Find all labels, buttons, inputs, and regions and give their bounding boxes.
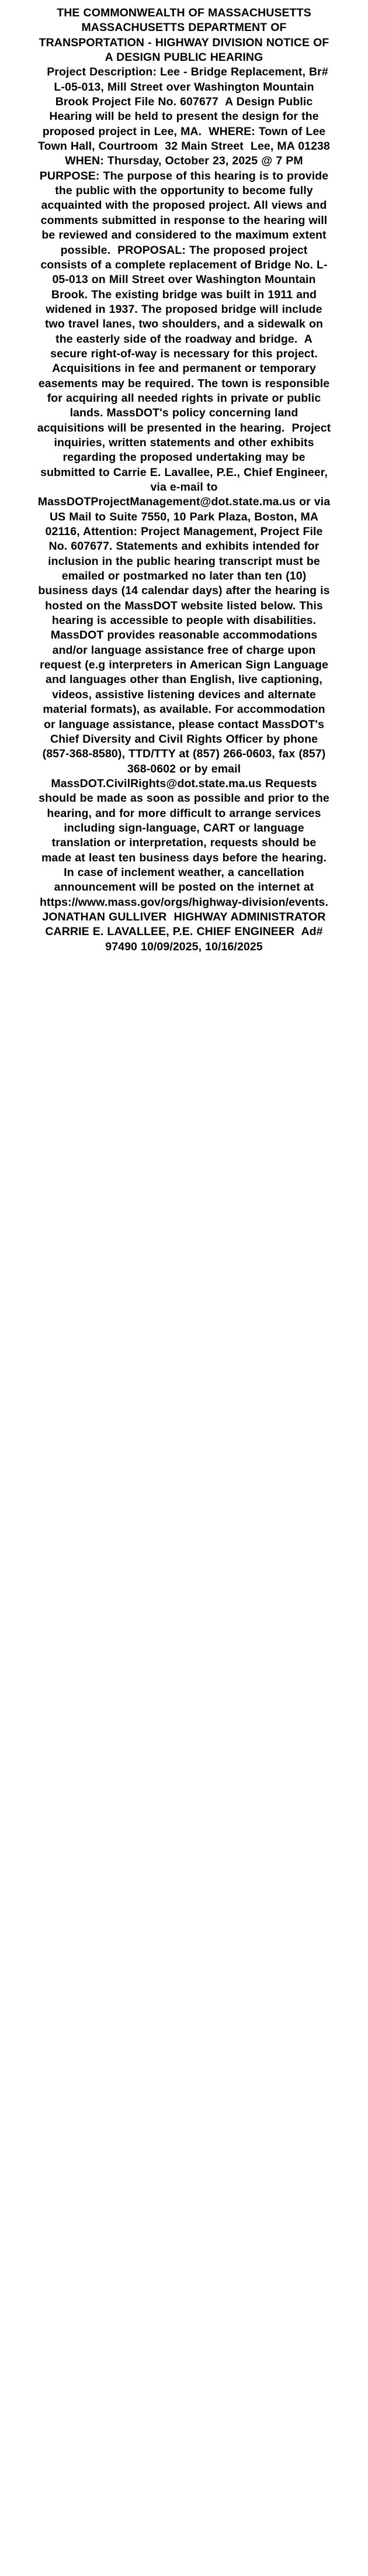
public-hearing-notice bbox=[0, 0, 368, 963]
notice-heading: THE COMMONWEALTH OF MASSACHUSETTS MASSACHUSETTS DEPARTMENT OF TRANSPORTATION - HIGHWAY DIVISION NOTICE OF A DESIGN PUBLIC HEARING bbox=[39, 6, 329, 64]
notice-body: Project Description: Lee - Bridge Replacement, Br# L-05-013, Mill Street over Washington Mountain Brook Project File No. 607677 A Design Public Hearing will be held to present the design for the proposed project in Lee, MA. WHERE: Town of Lee Town Hall, Courtroom 32 Main Street Lee, MA 01238 WHEN: Thursday, October 23, 2025 @ 7 PM PURPOSE: The purpose of this hearing is to provide the public with the opportunity to become fully acquainted with the proposed project. All views and comments submitted in response to the hearing will be reviewed and considered to the maximum extent possible. PROPOSAL: The proposed project consists of a complete replacement of Bridge No. L-05-013 on Mill Street over Washington Mountain Brook. The existing bridge was built in 1911 and widened in 1937. The proposed bridge will include two travel lanes, two shoulders, and a sidewalk on the easterly side of the roadway and bridge. A secure right-of-way is necessary for this project. Acquisitions in fee and permanent or temporary easements may be required. The town is responsible for acquiring all needed rights in private or public lands. MassDOT's policy concerning land acquisitions will be presented in the hearing. Project inquiries, written statements and other exhibits regarding the proposed undertaking may be submitted to Carrie E. Lavallee, P.E., Chief Engineer, via e-mail to MassDOTProjectManagement@dot.state.ma.us or via US Mail to Suite 7550, 10 Park Plaza, Boston, MA 02116, Attention: Project Management, Project File No. 607677. Statements and exhibits intended for inclusion in the public hearing transcript must be emailed or postmarked no later than ten (10) business days (14 calendar days) after the hearing is hosted on the MassDOT website listed below. This hearing is accessible to people with disabilities. MassDOT provides reasonable accommodations and/or language assistance free of charge upon request (e.g interpreters in American Sign Language and languages other than English, live captioning, videos, assistive listening devices and alternate material formats), as available. For accommodation or language assistance, please contact MassDOT's Chief Diversity and Civil Rights Officer by phone (857-368-8580), TTD/TTY at (857) 266-0603, fax (857) 368-0602 or by email MassDOT.CivilRights@dot.state.ma.us Requests should be made as soon as possible and prior to the hearing, and for more difficult to arrange services including sign-language, CART or language translation or interpretation, requests should be made at least ten business days before the hearing. In case of inclement weather, a cancellation announcement will be posted on the internet at https://www.mass.gov/orgs/highway-division/events. JONATHAN GULLIVER HIGHWAY ADMINISTRATOR CARRIE E. LAVALLEE, P.E. CHIEF ENGINEER Ad# 97490 10/09/2025, 10/16/2025 bbox=[37, 65, 338, 953]
